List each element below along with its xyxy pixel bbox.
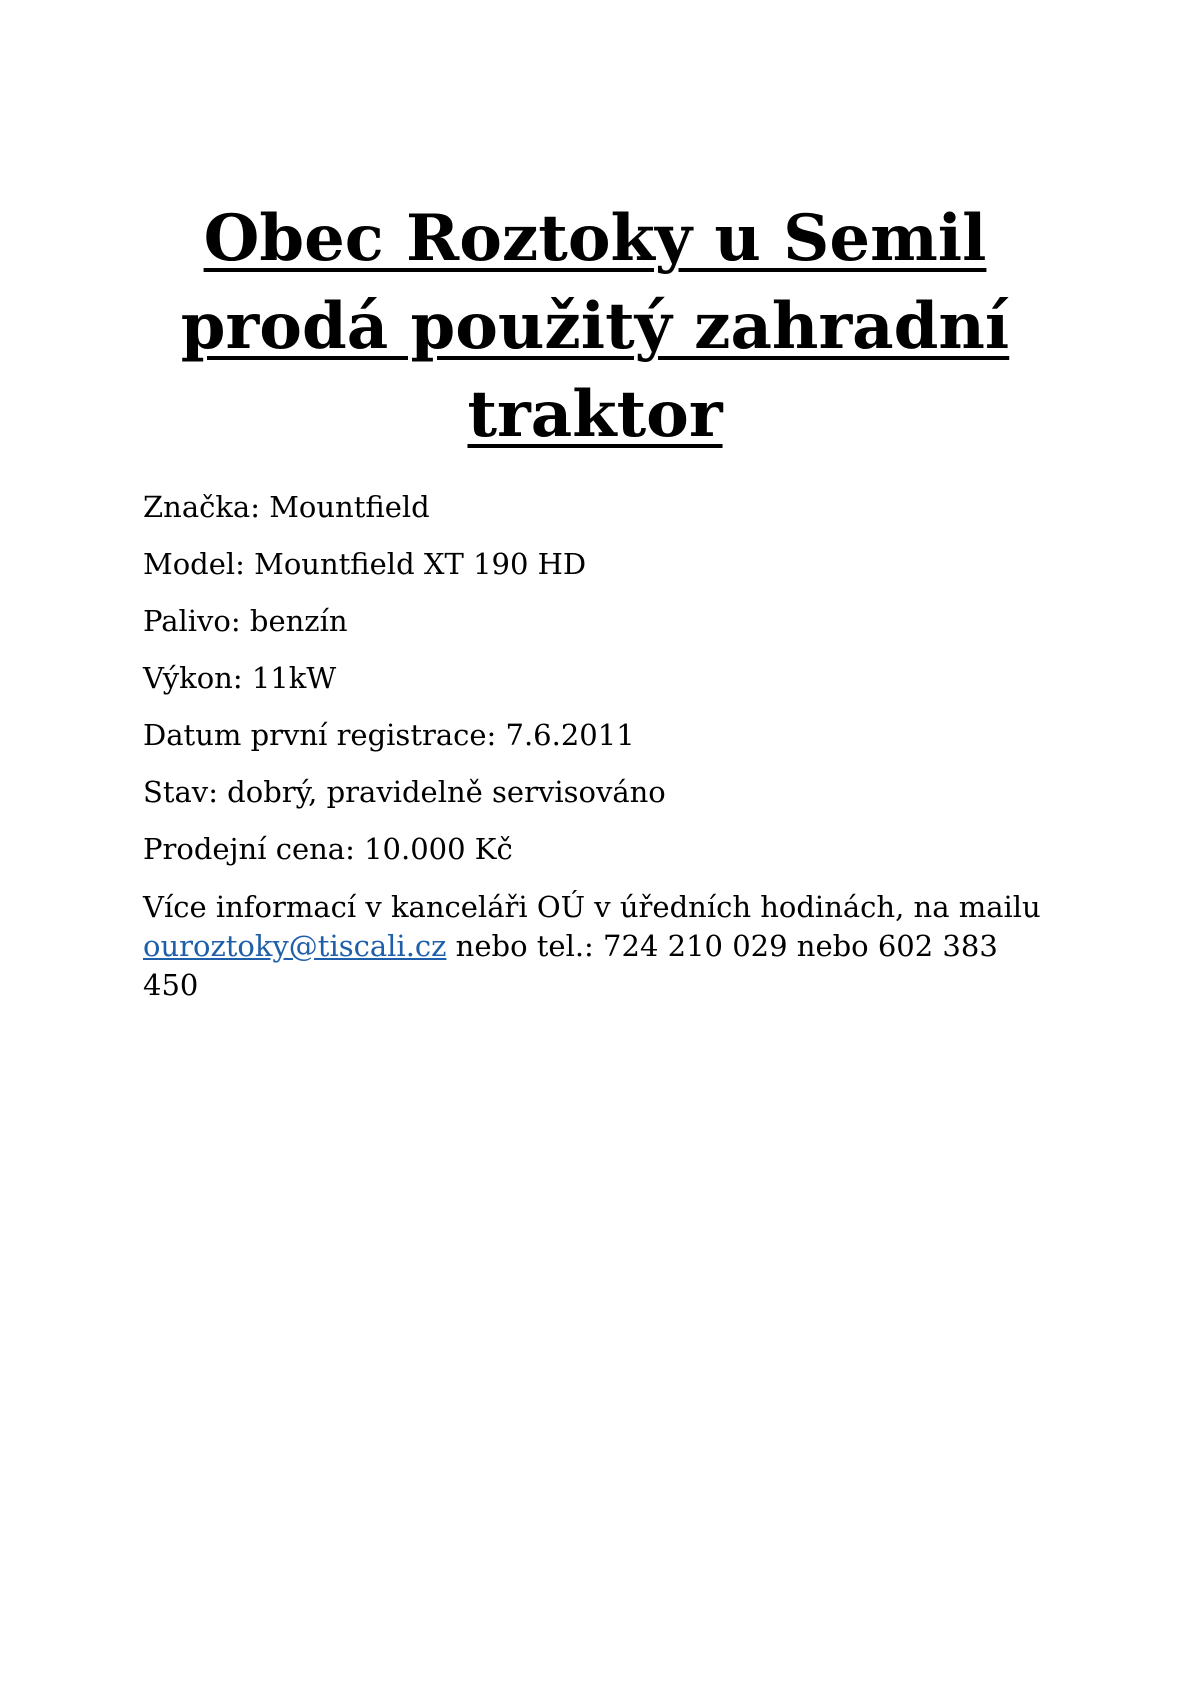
title-line-1: Obec Roztoky u Semil bbox=[203, 201, 987, 276]
contact-text-before: Více informací v kanceláři OÚ v úředních hodinách, na mailu bbox=[143, 890, 1041, 924]
field-vykon: Výkon: 11kW bbox=[143, 661, 337, 695]
contact-text-after: nebo tel.: 724 210 029 nebo 602 383 450 bbox=[143, 929, 998, 1002]
title-line-3: traktor bbox=[467, 377, 723, 452]
page-title bbox=[145, 195, 1045, 459]
field-cena: Prodejní cena: 10.000 Kč bbox=[143, 832, 513, 866]
field-palivo: Palivo: benzín bbox=[143, 604, 348, 638]
title-line-2: prodá použitý zahradní bbox=[180, 289, 1010, 364]
field-znacka: Značka: Mountfield bbox=[143, 490, 430, 524]
contact-info bbox=[143, 888, 1043, 1005]
field-model: Model: Mountfield XT 190 HD bbox=[143, 547, 587, 581]
field-stav: Stav: dobrý, pravidelně servisováno bbox=[143, 775, 666, 809]
email-link[interactable]: ouroztoky@tiscali.cz bbox=[143, 929, 447, 963]
field-registrace: Datum první registrace: 7.6.2011 bbox=[143, 718, 635, 752]
